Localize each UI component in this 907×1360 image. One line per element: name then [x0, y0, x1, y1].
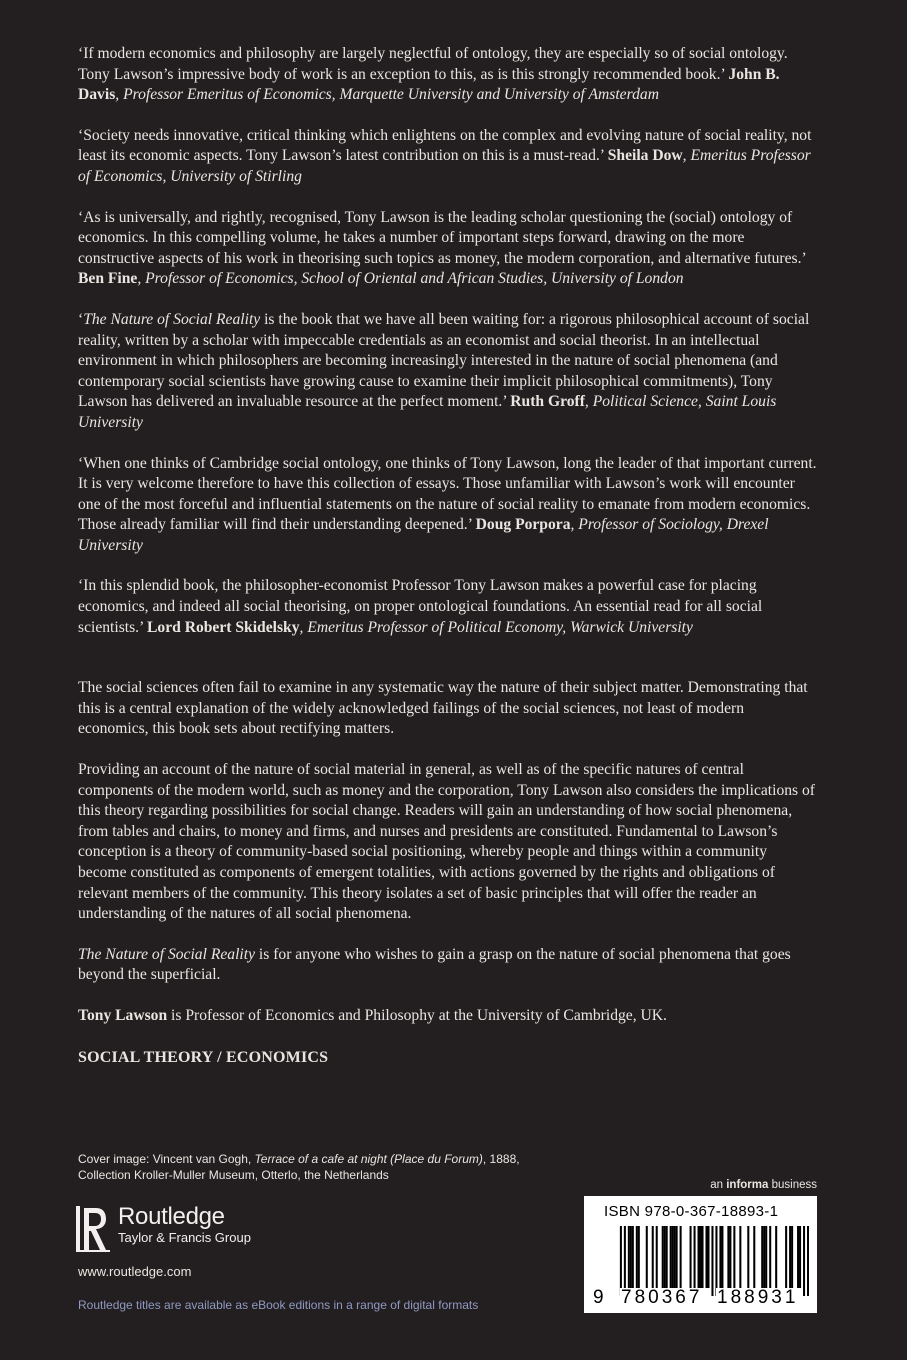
isbn-label: ISBN 978-0-367-18893-1 [604, 1203, 779, 1220]
endorser-affiliation: , Emeritus Professor of Economics, University of Stirling [78, 147, 811, 185]
endorser-affiliation: , Professor of Sociology, Drexel University [78, 516, 769, 554]
barcode-bar [705, 1226, 707, 1288]
barcode-bar [664, 1226, 666, 1288]
barcode-bar [797, 1226, 799, 1288]
barcode-bar [694, 1226, 696, 1288]
author-bio: Tony Lawson is Professor of Economics and Philosophy at the University of Cambridge, UK. [78, 1006, 667, 1024]
publisher-name: Routledge [118, 1203, 225, 1230]
barcode-bar [729, 1226, 731, 1288]
endorser-name: Sheila Dow [607, 147, 683, 165]
description-paragraph: The Nature of Social Reality is for anyone who wishes to gain a grasp on the nature of social phenomena that goes beyond the superficial. [78, 945, 791, 984]
endorser-name: John B. Davis [78, 65, 780, 104]
endorsements [78, 44, 818, 638]
barcode-bar [799, 1226, 801, 1288]
barcode-bar [747, 1226, 749, 1288]
barcode-bar [638, 1226, 640, 1288]
barcode-bar [700, 1226, 702, 1288]
barcode-bar [676, 1226, 678, 1288]
barcode-bar [698, 1226, 700, 1288]
endorser-name: Doug Porpora [475, 516, 571, 534]
barcode-bar [624, 1226, 626, 1296]
barcode-digit-group: 188931 [717, 1287, 799, 1308]
book-title: The Nature of Social Reality [78, 945, 255, 963]
barcode-bar [711, 1226, 713, 1296]
endorsement: ‘Society needs innovative, critical thinking which enlightens on the complex and evolving nature of social reality, not least its economic aspects. Tony Lawson’s latest contribution on this is a must-read.’ Sheila Dow, Emeritus Professor of Economics, University of Stirling [78, 126, 812, 185]
barcode-bar [791, 1226, 793, 1288]
endorser-name: Ruth Groff [510, 393, 585, 411]
barcode-bar [769, 1226, 771, 1288]
barcode-bar [674, 1226, 676, 1288]
description-paragraph: The social sciences often fail to examine in any systematic way the nature of their subject matter. Demonstrating that this is a central explanation of the widely acknowledged failings of the social sciences, not least of modern economics, this book sets about rectifying matters. [78, 679, 808, 738]
barcode-bar [670, 1226, 672, 1288]
author-name: Tony Lawson [78, 1006, 168, 1024]
endorser-affiliation: , Professor Emeritus of Economics, Marquette University and University of Amsterdam [115, 86, 659, 104]
barcode-bar [672, 1226, 674, 1288]
barcode-bar [739, 1226, 741, 1288]
barcode-bar [632, 1226, 634, 1288]
description-paragraph: Providing an account of the nature of social material in general, as well as of the specific natures of central components of the modern world, such as money and the corporation, Tony Lawson also considers the implications of this theory regarding possibilities for social change. Readers will gain an understanding of how social phenomena, from tables and chairs, to money and firms, and nurses and presidents are constituted. Fundamental to Lawson’s conception is a theory of community-based social positioning, whereby people and things within a community become constituted as components of emergent totalities, with actions governed by the rights and obligations of relevant members of the community. This theory isolates a set of basic principles that will offer the reader an understanding of the natures of all social phenomena. [78, 761, 816, 923]
barcode-digit-group: 9 [593, 1287, 604, 1308]
barcode-bar [680, 1226, 682, 1288]
cover-image-credit: Cover image: Vincent van Gogh, Terrace of a cafe at night (Place du Forum), 1888, Collection Kroller-Muller Museum, Otterlo, the Netherlands [78, 1152, 520, 1182]
barcode-bar [636, 1226, 638, 1288]
barcode-bar [775, 1226, 777, 1288]
subject-category: SOCIAL THEORY / ECONOMICS [78, 1048, 329, 1066]
informa-business: an informa business [710, 1179, 817, 1191]
endorsement: ‘The Nature of Social Reality is the book that we have all been waiting for: a rigorous philosophical account of social reality, written by a scholar with impeccable credentials as an economist and social theorist. In an intellectual environment in which philosophers are becoming increasingly interested in the nature of social phenomena (and contemporary social scientists have growing cause to examine their implicit philosophical commitments), Tony Lawson has delivered an invaluable resource at the perfect moment.’ Ruth Groff, Political Science, Saint Louis University [78, 310, 810, 431]
publisher-url: www.routledge.com [78, 1264, 192, 1279]
barcode-bar [765, 1226, 767, 1288]
barcode-bar [733, 1226, 735, 1288]
endorser-affiliation: , Political Science, Saint Louis University [78, 393, 777, 431]
barcode-bar [803, 1226, 805, 1296]
barcode-bar [646, 1226, 648, 1288]
barcode-bar [715, 1226, 717, 1296]
barcode-bar [719, 1226, 721, 1288]
barcode-bar [666, 1226, 668, 1288]
barcode-bar [662, 1226, 664, 1288]
barcode-bar [789, 1226, 791, 1288]
barcode-bar [761, 1226, 763, 1288]
barcode-bar [628, 1226, 630, 1288]
routledge-r-icon [76, 1204, 110, 1254]
barcode-bar [656, 1226, 658, 1288]
endorser-name: Lord Robert Skidelsky [147, 618, 300, 636]
endorsement: ‘As is universally, and rightly, recognised, Tony Lawson is the leading scholar questioning the (social) ontology of economics. In this compelling volume, he takes a number of important steps forward, drawing on the more constructive aspects of his work in theorising such topics as money, the modern corporation, and alternative futures.’ Ben Fine, Professor of Economics, School of Oriental and African Studies, University of London [78, 208, 806, 288]
barcode-bar [707, 1226, 709, 1288]
isbn-barcode [584, 1196, 817, 1313]
endorsement: ‘When one thinks of Cambridge social ontology, one thinks of Tony Lawson, long the leader of that important current. It is very welcome therefore to have this collection of essays. Those unfamiliar with Lawson’s work will encounter one of the most forceful and influential statements on the nature of social reality to emanate from modern economics. Those already familiar will find their understanding deepened.’ Doug Porpora, Professor of Sociology, Drexel University [78, 454, 817, 554]
barcode-bar [701, 1226, 703, 1288]
barcode-bar [785, 1226, 787, 1288]
endorsement: ‘In this splendid book, the philosopher-economist Professor Tony Lawson makes a powerful case for placing economics, and indeed all social theorising, on proper ontological foundations. An essential read for all social scientists.’ Lord Robert Skidelsky, Emeritus Professor of Political Economy, Warwick University [78, 577, 763, 636]
barcode-bar [807, 1226, 809, 1296]
barcode-bar [721, 1226, 723, 1288]
barcode-bar [690, 1226, 692, 1288]
endorsement: ‘If modern economics and philosophy are largely neglectful of ontology, they are especially so of social ontology. Tony Lawson’s impressive body of work is an exception to this, as is this strongly recommended book.’ John B. Davis, Professor Emeritus of Economics, Marquette University and University of Amsterdam [78, 45, 788, 104]
ebook-note: Routledge titles are available as eBook editions in a range of digital formats [78, 1298, 479, 1312]
publisher-group: Taylor & Francis Group [118, 1230, 251, 1245]
barcode-digit-group: 780367 [621, 1287, 703, 1308]
book-title: The Nature of Social Reality [83, 310, 261, 328]
back-cover-text [78, 44, 818, 1083]
barcode-bars [592, 1226, 809, 1296]
barcode-bar [652, 1226, 654, 1288]
endorser-affiliation: , Emeritus Professor of Political Economy, Warwick University [299, 618, 693, 636]
barcode-bar [753, 1226, 755, 1288]
endorser-affiliation: , Professor of Economics, School of Oriental and African Studies, University of London [137, 270, 684, 288]
barcode-bar [620, 1226, 622, 1296]
barcode-bar [727, 1226, 729, 1288]
barcode-bar [630, 1226, 632, 1288]
routledge-logo [76, 1204, 251, 1254]
barcode-bar [763, 1226, 765, 1288]
endorser-name: Ben Fine [78, 270, 138, 288]
